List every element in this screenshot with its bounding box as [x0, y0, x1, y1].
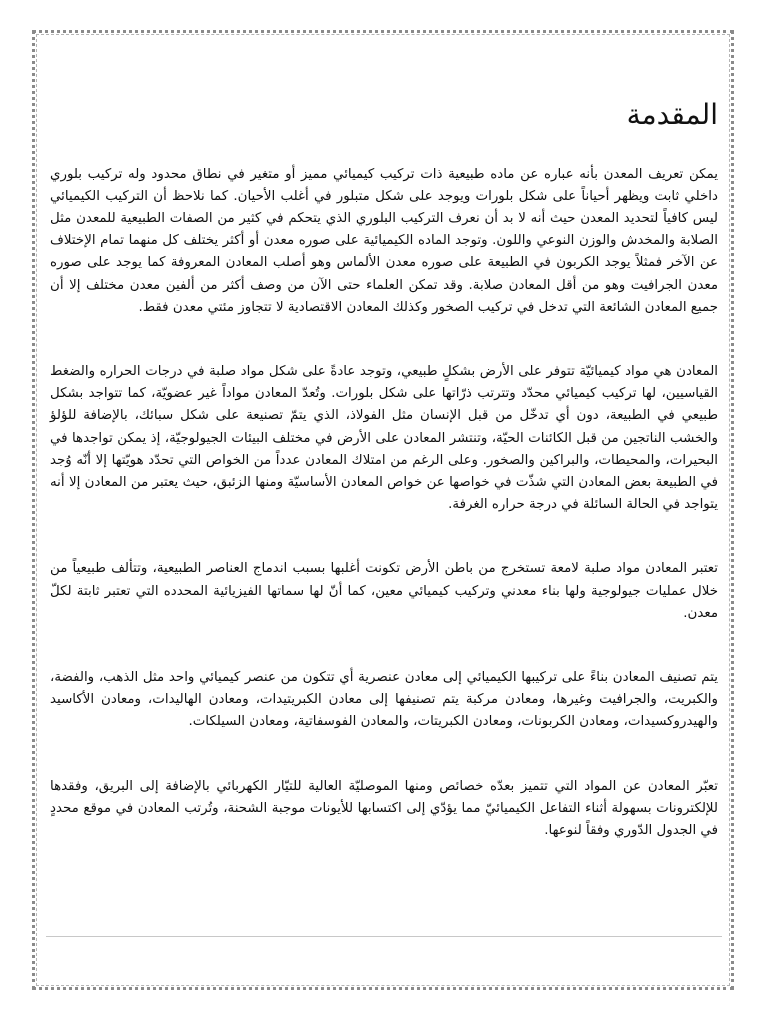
footer-divider: [46, 936, 722, 937]
paragraph-solid-minerals: تعتبر المعادن مواد صلبة لامعة تستخرج من باطن الأرض تكونت أغلبها بسبب اندماج العناصر الطبيعية، وتتألف طبيعياً من خلال عمليات جيولوجية ولها بناء معدني وتركيب كيميائي معين، كما أنّ لها سماتها الفيزيائية المحدده التي تعتبر ثابتة لكلّ معدن.: [50, 561, 718, 621]
paragraph-definition: يمكن تعريف المعدن بأنه عباره عن ماده طبيعية ذات تركيب كيميائي مميز أو متغير في نطاق محدود وله تركيب بلوري داخلي ثابت ويظهر أحياناً على شكل بلورات ويوجد على شكل متبلور في أغلب الأحيان. كما نلاحظ أن التركيب الكيميائي ليس كافياً لتحديد المعدن حيث أنه لا بد أن نعرف التركيب البلوري الذي يتحكم في كثير من الصفات الطبيعية للمعدن مثل الصلابة والمخدش والوزن النوعي واللون. وتوجد الماده الكيميائية على صوره معدن أو أكثر يختلف كل منهما تمام الإختلاف عن الآخر فمثلاً يوجد الكربون في الطبيعة على صوره معدن الألماس وهو أصلب المعادن المعروفة كما يوجد على صوره معدن الجرافيت وهو من أقل المعادن صلابة. وقد تمكن العلماء حتى الآن من وصف أكثر من ألفين معدن مختلف إلا أن جميع المعادن الشائعة التي تدخل في تركيب الصخور وكذلك المعادن الاقتصادية لا تتجاوز مئتي معدن فقط.: [50, 166, 718, 315]
document-title: المقدمة: [626, 98, 718, 131]
paragraph-classification: يتم تصنيف المعادن بناءً على تركيبها الكيميائي إلى معادن عنصرية أي تتكون من عنصر كيميائي واحد مثل الذهب، والفضة، والكبريت، والجرافيت وغيرها، ومعادن مركبة يتم تصنيفها إلى معادن الكبريتيدات، ومعادن الهاليدات، ومعادن الأكاسيد والهيدروكسيدات، ومعادن الكربونات، ومعادن الكبريتات، والمعادن الفوسفاتية، ومعادن السيلكات.: [50, 670, 718, 730]
document-body: [50, 98, 718, 842]
paragraph-properties: تعبّر المعادن عن المواد التي تتميز بعدّه خصائص ومنها الموصليّة العالية للتيّار الكهربائي بالإضافة إلى البريق، وفقدها للإلكترونات بسهولة أثناء التفاعل الكيميائيّ مما يؤدّي إلى اكتسابها للأيونات موجبة الشحنة، وتُرتب المعادن في موقع محددٍ في الجدول الدّوري وفقاً لنوعها.: [50, 778, 718, 839]
paragraph-chemical-nature: المعادن هي مواد كيميائيّة تتوفر على الأرض بشكلٍ طبيعي، وتوجد عادةً على شكل مواد صلبة في درجات الحراره والضغط القياسيين، لها تركيب كيميائي محدّد وتترتب ذرّاتها على شكل بلورات. وتُعدّ المعادن مواداً غير عضويّة، كما تتواجد بشكل طبيعي في الطبيعة، دون أي تدخّل من قبل الإنسان مثل الفولاذ، الذي يتمّ تصنيعة على شكل سبائك، بالإضافة للؤلؤ والخشب الناتجين من قبل الكائنات الحيّة، وتنتشر المعادن على الأرض في مختلف البيئات الجيولوجيّة، إذ يمكن تواجدها في البحيرات، والمحيطات، والبراكين والصخور. وعلى الرغم من امتلاك المعادن عدداً من الخواص التي تحدّد هويّتها إلا أنّه وُجد في الطبيعة بعض المعادن التي شذّت في خواصها عن خواص المعادن الأساسيّة ومنها الزئبق، حيث يعتبر من المعادن إلا أنه يتواجد في الحالة السائلة في درجة حراره الغرفة.: [50, 364, 718, 513]
